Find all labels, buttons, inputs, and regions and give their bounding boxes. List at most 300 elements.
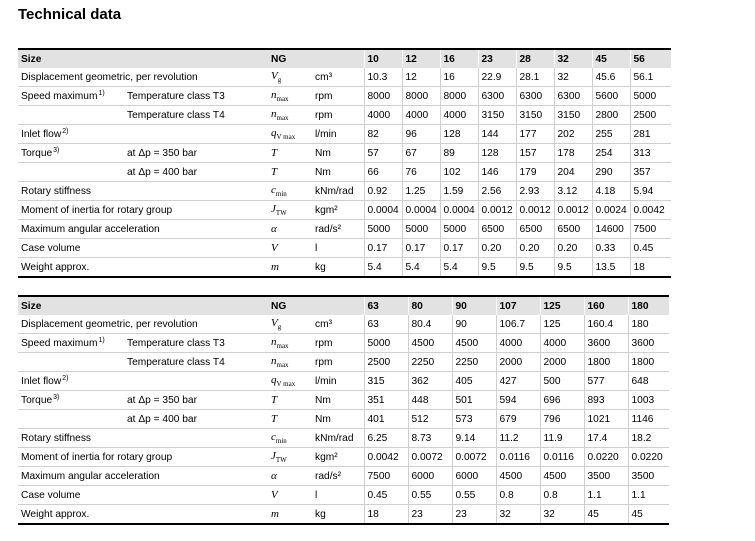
value-cell: 63: [364, 315, 408, 334]
size-column-header: 63: [364, 296, 408, 315]
value-cell: 0.20: [554, 239, 592, 258]
value-cell: 6500: [478, 220, 516, 239]
value-cell: 0.20: [516, 239, 554, 258]
parameter-label: [18, 505, 268, 525]
parameter-label: [18, 163, 124, 182]
unit-cell: l: [315, 242, 318, 254]
value-cell: 5.4: [402, 258, 440, 278]
symbol-cell: [268, 258, 312, 278]
value-cell: 3500: [628, 467, 669, 486]
value-cell: 9.5: [516, 258, 554, 278]
value-cell: 255: [592, 125, 630, 144]
value-cell: 0.0024: [592, 201, 630, 220]
value-cell: 0.17: [402, 239, 440, 258]
header-row: [18, 296, 669, 315]
unit-cell: l/min: [315, 375, 337, 387]
value-cell: 1.25: [402, 182, 440, 201]
unit-cell: kNm/rad: [315, 432, 354, 444]
value-cell: 18: [630, 258, 671, 278]
value-cell: 0.45: [364, 486, 408, 505]
value-cell: 679: [496, 410, 540, 429]
table-row: [18, 372, 669, 391]
value-cell: 6000: [452, 467, 496, 486]
value-cell: 290: [592, 163, 630, 182]
footnote-marker: 1): [98, 337, 105, 344]
table-row: [18, 220, 671, 239]
ng-header-label: NG: [271, 300, 287, 312]
ng-header: [268, 296, 364, 315]
unit-cell: rpm: [315, 356, 333, 368]
value-cell: 401: [364, 410, 408, 429]
symbol: c: [271, 183, 276, 196]
value-cell: 89: [440, 144, 478, 163]
value-cell: 80.4: [408, 315, 452, 334]
symbol-cell: [268, 182, 312, 201]
symbol: α: [271, 223, 277, 235]
symbol-cell: [268, 334, 312, 353]
value-cell: 254: [592, 144, 630, 163]
size-column-header: 23: [478, 49, 516, 68]
size-column-header: 80: [408, 296, 452, 315]
footnote-marker: 3): [53, 147, 60, 154]
value-cell: 2500: [630, 106, 671, 125]
value-cell: 16: [440, 68, 478, 87]
size-header: [18, 296, 268, 315]
footnote-marker: 2): [62, 375, 69, 382]
value-cell: 125: [540, 315, 584, 334]
value-cell: 0.0004: [440, 201, 478, 220]
value-cell: 7500: [364, 467, 408, 486]
parameter-label-text: Case volume: [21, 242, 81, 254]
value-cell: 23: [452, 505, 496, 525]
ng-header: [268, 49, 364, 68]
unit-cell: rpm: [315, 337, 333, 349]
value-cell: 501: [452, 391, 496, 410]
size-column-header: 56: [630, 49, 671, 68]
parameter-label-text: Displacement geometric, per revolution: [21, 318, 198, 330]
value-cell: 0.0220: [628, 448, 669, 467]
value-cell: 6500: [516, 220, 554, 239]
value-cell: 4000: [440, 106, 478, 125]
value-cell: 6300: [554, 87, 592, 106]
value-cell: 14600: [592, 220, 630, 239]
value-cell: 32: [496, 505, 540, 525]
value-cell: 0.0042: [364, 448, 408, 467]
value-cell: 5.94: [630, 182, 671, 201]
value-cell: 281: [630, 125, 671, 144]
table-row: [18, 467, 669, 486]
value-cell: 4000: [496, 334, 540, 353]
value-cell: 23: [408, 505, 452, 525]
value-cell: 313: [630, 144, 671, 163]
parameter-label: [18, 486, 268, 505]
symbol-subscript: max: [276, 95, 289, 104]
value-cell: 180: [628, 315, 669, 334]
symbol-cell: [268, 144, 312, 163]
value-cell: 4.18: [592, 182, 630, 201]
value-cell: 11.2: [496, 429, 540, 448]
parameter-condition: [124, 391, 268, 410]
value-cell: 10.3: [364, 68, 402, 87]
symbol: n: [271, 88, 277, 101]
symbol-subscript: max: [276, 361, 289, 370]
footnote-marker: 3): [53, 394, 60, 401]
value-cell: 6.25: [364, 429, 408, 448]
value-cell: 5.4: [364, 258, 402, 278]
value-cell: 4500: [496, 467, 540, 486]
symbol: V: [271, 316, 278, 329]
value-cell: 202: [554, 125, 592, 144]
unit-cell: cm³: [315, 71, 332, 83]
value-cell: 179: [516, 163, 554, 182]
value-cell: 18.2: [628, 429, 669, 448]
size-column-header: 125: [540, 296, 584, 315]
symbol-subscript: min: [275, 437, 287, 446]
value-cell: 8000: [440, 87, 478, 106]
symbol-cell: [268, 239, 312, 258]
symbol: T: [271, 413, 278, 425]
value-cell: 96: [402, 125, 440, 144]
value-cell: 3.12: [554, 182, 592, 201]
unit-cell: kg: [315, 261, 326, 273]
value-cell: 28.1: [516, 68, 554, 87]
size-column-header: 90: [452, 296, 496, 315]
value-cell: 157: [516, 144, 554, 163]
value-cell: 427: [496, 372, 540, 391]
parameter-condition: [124, 334, 268, 353]
parameter-label: [18, 410, 124, 429]
value-cell: 2250: [408, 353, 452, 372]
value-cell: 696: [540, 391, 584, 410]
symbol-subscript: V max: [276, 380, 296, 389]
size-column-header: 180: [628, 296, 669, 315]
parameter-label: [18, 429, 268, 448]
value-cell: 648: [628, 372, 669, 391]
parameter-condition-text: at Δp = 400 bar: [127, 413, 197, 425]
value-cell: 500: [540, 372, 584, 391]
parameter-label: [18, 106, 124, 125]
value-cell: 9.5: [554, 258, 592, 278]
parameter-label: [18, 144, 124, 163]
parameter-label: [18, 353, 124, 372]
value-cell: 128: [440, 125, 478, 144]
value-cell: 6000: [408, 467, 452, 486]
parameter-label: [18, 87, 124, 106]
parameter-condition-text: Temperature class T4: [127, 356, 225, 368]
symbol-subscript: TW: [275, 456, 287, 465]
value-cell: 5000: [440, 220, 478, 239]
size-column-header: 28: [516, 49, 554, 68]
parameter-label-text: Torque: [21, 395, 53, 406]
size-column-header: 10: [364, 49, 402, 68]
symbol-cell: [268, 429, 312, 448]
symbol-subscript: TW: [275, 209, 287, 218]
parameter-condition-text: Temperature class T4: [127, 109, 225, 121]
value-cell: 0.0004: [364, 201, 402, 220]
value-cell: 1800: [628, 353, 669, 372]
symbol-cell: [268, 220, 312, 239]
value-cell: 3150: [554, 106, 592, 125]
symbol-cell: [268, 486, 312, 505]
parameter-label-text: Moment of inertia for rotary group: [21, 451, 173, 463]
value-cell: 362: [408, 372, 452, 391]
symbol-cell: [268, 68, 312, 87]
table-row: [18, 87, 671, 106]
parameter-condition: [124, 87, 268, 106]
parameter-condition: [124, 163, 268, 182]
value-cell: 0.0012: [516, 201, 554, 220]
value-cell: 7500: [630, 220, 671, 239]
symbol-cell: [268, 87, 312, 106]
parameter-label-text: Inlet flow: [21, 129, 62, 140]
size-column-header: 32: [554, 49, 592, 68]
value-cell: 1.1: [628, 486, 669, 505]
value-cell: 106.7: [496, 315, 540, 334]
header-row: [18, 49, 671, 68]
unit-cell: rad/s²: [315, 470, 342, 482]
symbol: q: [271, 126, 277, 139]
parameter-label: [18, 467, 268, 486]
symbol-cell: [268, 505, 312, 525]
value-cell: 128: [478, 144, 516, 163]
value-cell: 9.14: [452, 429, 496, 448]
value-cell: 56.1: [630, 68, 671, 87]
value-cell: 66: [364, 163, 402, 182]
value-cell: 0.20: [478, 239, 516, 258]
symbol: α: [271, 470, 277, 482]
value-cell: 146: [478, 163, 516, 182]
value-cell: 2800: [592, 106, 630, 125]
value-cell: 448: [408, 391, 452, 410]
value-cell: 13.5: [592, 258, 630, 278]
value-cell: 405: [452, 372, 496, 391]
table-row: [18, 486, 669, 505]
parameter-label: [18, 220, 268, 239]
symbol-subscript: V max: [276, 133, 296, 142]
unit-cell: Nm: [315, 166, 331, 178]
value-cell: 18: [364, 505, 408, 525]
value-cell: 2250: [452, 353, 496, 372]
symbol-cell: [268, 201, 312, 220]
value-cell: 2000: [540, 353, 584, 372]
parameter-label: [18, 68, 268, 87]
symbol-cell: [268, 410, 312, 429]
unit-cell: Nm: [315, 413, 331, 425]
value-cell: 67: [402, 144, 440, 163]
value-cell: 2.56: [478, 182, 516, 201]
value-cell: 160.4: [584, 315, 628, 334]
table-row: [18, 391, 669, 410]
unit-cell: kgm²: [315, 451, 338, 463]
parameter-label-text: Displacement geometric, per revolution: [21, 71, 198, 83]
symbol-subscript: max: [276, 342, 289, 351]
value-cell: 1003: [628, 391, 669, 410]
parameter-label: [18, 258, 268, 278]
unit-cell: cm³: [315, 318, 332, 330]
table-row: [18, 334, 669, 353]
table-row: [18, 163, 671, 182]
size-header-label: Size: [21, 300, 42, 312]
value-cell: 4500: [452, 334, 496, 353]
unit-cell: rpm: [315, 90, 333, 102]
symbol-cell: [268, 353, 312, 372]
value-cell: 357: [630, 163, 671, 182]
value-cell: 11.9: [540, 429, 584, 448]
unit-cell: rpm: [315, 109, 333, 121]
value-cell: 1.59: [440, 182, 478, 201]
symbol: m: [271, 261, 279, 273]
value-cell: 5.4: [440, 258, 478, 278]
value-cell: 90: [452, 315, 496, 334]
table-row: [18, 68, 671, 87]
parameter-label: [18, 448, 268, 467]
value-cell: 3150: [478, 106, 516, 125]
table-row: [18, 258, 671, 278]
symbol: T: [271, 394, 278, 406]
value-cell: 0.17: [364, 239, 402, 258]
symbol: J: [271, 202, 276, 215]
unit-cell: Nm: [315, 394, 331, 406]
parameter-label-text: Maximum angular acceleration: [21, 223, 160, 235]
value-cell: 8000: [402, 87, 440, 106]
table-row: [18, 239, 671, 258]
parameter-condition: [124, 410, 268, 429]
symbol: n: [271, 107, 277, 120]
value-cell: 0.0116: [496, 448, 540, 467]
parameter-label-text: Rotary stiffness: [21, 185, 92, 197]
value-cell: 2.93: [516, 182, 554, 201]
value-cell: 9.5: [478, 258, 516, 278]
value-cell: 315: [364, 372, 408, 391]
value-cell: 5000: [364, 220, 402, 239]
parameter-condition-text: at Δp = 350 bar: [127, 394, 197, 406]
unit-cell: l: [315, 489, 318, 501]
symbol-cell: [268, 163, 312, 182]
value-cell: 102: [440, 163, 478, 182]
symbol: J: [271, 449, 276, 462]
parameter-condition: [124, 144, 268, 163]
symbol-cell: [268, 372, 312, 391]
value-cell: 893: [584, 391, 628, 410]
value-cell: 577: [584, 372, 628, 391]
value-cell: 351: [364, 391, 408, 410]
footnote-marker: 2): [62, 128, 69, 135]
parameter-label: [18, 334, 124, 353]
value-cell: 1800: [584, 353, 628, 372]
value-cell: 3150: [516, 106, 554, 125]
value-cell: 6500: [554, 220, 592, 239]
value-cell: 178: [554, 144, 592, 163]
page-title: Technical data: [18, 6, 122, 23]
value-cell: 5000: [364, 334, 408, 353]
parameter-label: [18, 391, 124, 410]
value-cell: 4000: [540, 334, 584, 353]
table-row: [18, 182, 671, 201]
value-cell: 8000: [364, 87, 402, 106]
parameter-condition-text: at Δp = 350 bar: [127, 147, 197, 159]
parameter-label: [18, 239, 268, 258]
parameter-label-text: Moment of inertia for rotary group: [21, 204, 173, 216]
symbol-cell: [268, 315, 312, 334]
size-column-header: 12: [402, 49, 440, 68]
value-cell: 0.0012: [478, 201, 516, 220]
value-cell: 512: [408, 410, 452, 429]
symbol: q: [271, 373, 277, 386]
parameter-label: [18, 125, 268, 144]
symbol: V: [271, 489, 278, 501]
symbol-cell: [268, 467, 312, 486]
value-cell: 0.0072: [408, 448, 452, 467]
value-cell: 2500: [364, 353, 408, 372]
technical-data-table-1: [18, 48, 671, 278]
size-column-header: 16: [440, 49, 478, 68]
value-cell: 0.0042: [630, 201, 671, 220]
unit-cell: l/min: [315, 128, 337, 140]
table-row: [18, 429, 669, 448]
symbol: c: [271, 430, 276, 443]
value-cell: 5600: [592, 87, 630, 106]
parameter-label-text: Torque: [21, 148, 53, 159]
symbol-cell: [268, 106, 312, 125]
value-cell: 3600: [584, 334, 628, 353]
value-cell: 0.55: [408, 486, 452, 505]
value-cell: 796: [540, 410, 584, 429]
unit-cell: kgm²: [315, 204, 338, 216]
value-cell: 32: [554, 68, 592, 87]
value-cell: 0.0004: [402, 201, 440, 220]
value-cell: 12: [402, 68, 440, 87]
table-row: [18, 505, 669, 525]
parameter-label-text: Weight approx.: [21, 261, 90, 273]
value-cell: 0.0012: [554, 201, 592, 220]
parameter-condition: [124, 353, 268, 372]
size-header: [18, 49, 268, 68]
footnote-marker: 1): [98, 90, 105, 97]
unit-cell: kg: [315, 508, 326, 520]
value-cell: 82: [364, 125, 402, 144]
table-row: [18, 144, 671, 163]
value-cell: 3500: [584, 467, 628, 486]
size-column-header: 160: [584, 296, 628, 315]
value-cell: 45.6: [592, 68, 630, 87]
parameter-condition-text: at Δp = 400 bar: [127, 166, 197, 178]
size-header-label: Size: [21, 53, 42, 65]
value-cell: 0.0116: [540, 448, 584, 467]
table-row: [18, 315, 669, 334]
parameter-label-text: Case volume: [21, 489, 81, 501]
symbol-cell: [268, 448, 312, 467]
unit-cell: rad/s²: [315, 223, 342, 235]
parameter-label-text: Inlet flow: [21, 376, 62, 387]
symbol-subscript: max: [276, 114, 289, 123]
value-cell: 4000: [364, 106, 402, 125]
parameter-label: [18, 315, 268, 334]
symbol-subscript: g: [277, 76, 282, 85]
technical-data-table-2: [18, 295, 669, 525]
parameter-label-text: Weight approx.: [21, 508, 90, 520]
value-cell: 45: [628, 505, 669, 525]
parameter-label: [18, 372, 268, 391]
size-column-header: 107: [496, 296, 540, 315]
symbol: m: [271, 508, 279, 520]
symbol: T: [271, 166, 278, 178]
value-cell: 4500: [540, 467, 584, 486]
value-cell: 0.0072: [452, 448, 496, 467]
parameter-label-text: Speed maximum: [21, 338, 98, 349]
unit-cell: Nm: [315, 147, 331, 159]
value-cell: 4000: [402, 106, 440, 125]
table-row: [18, 125, 671, 144]
